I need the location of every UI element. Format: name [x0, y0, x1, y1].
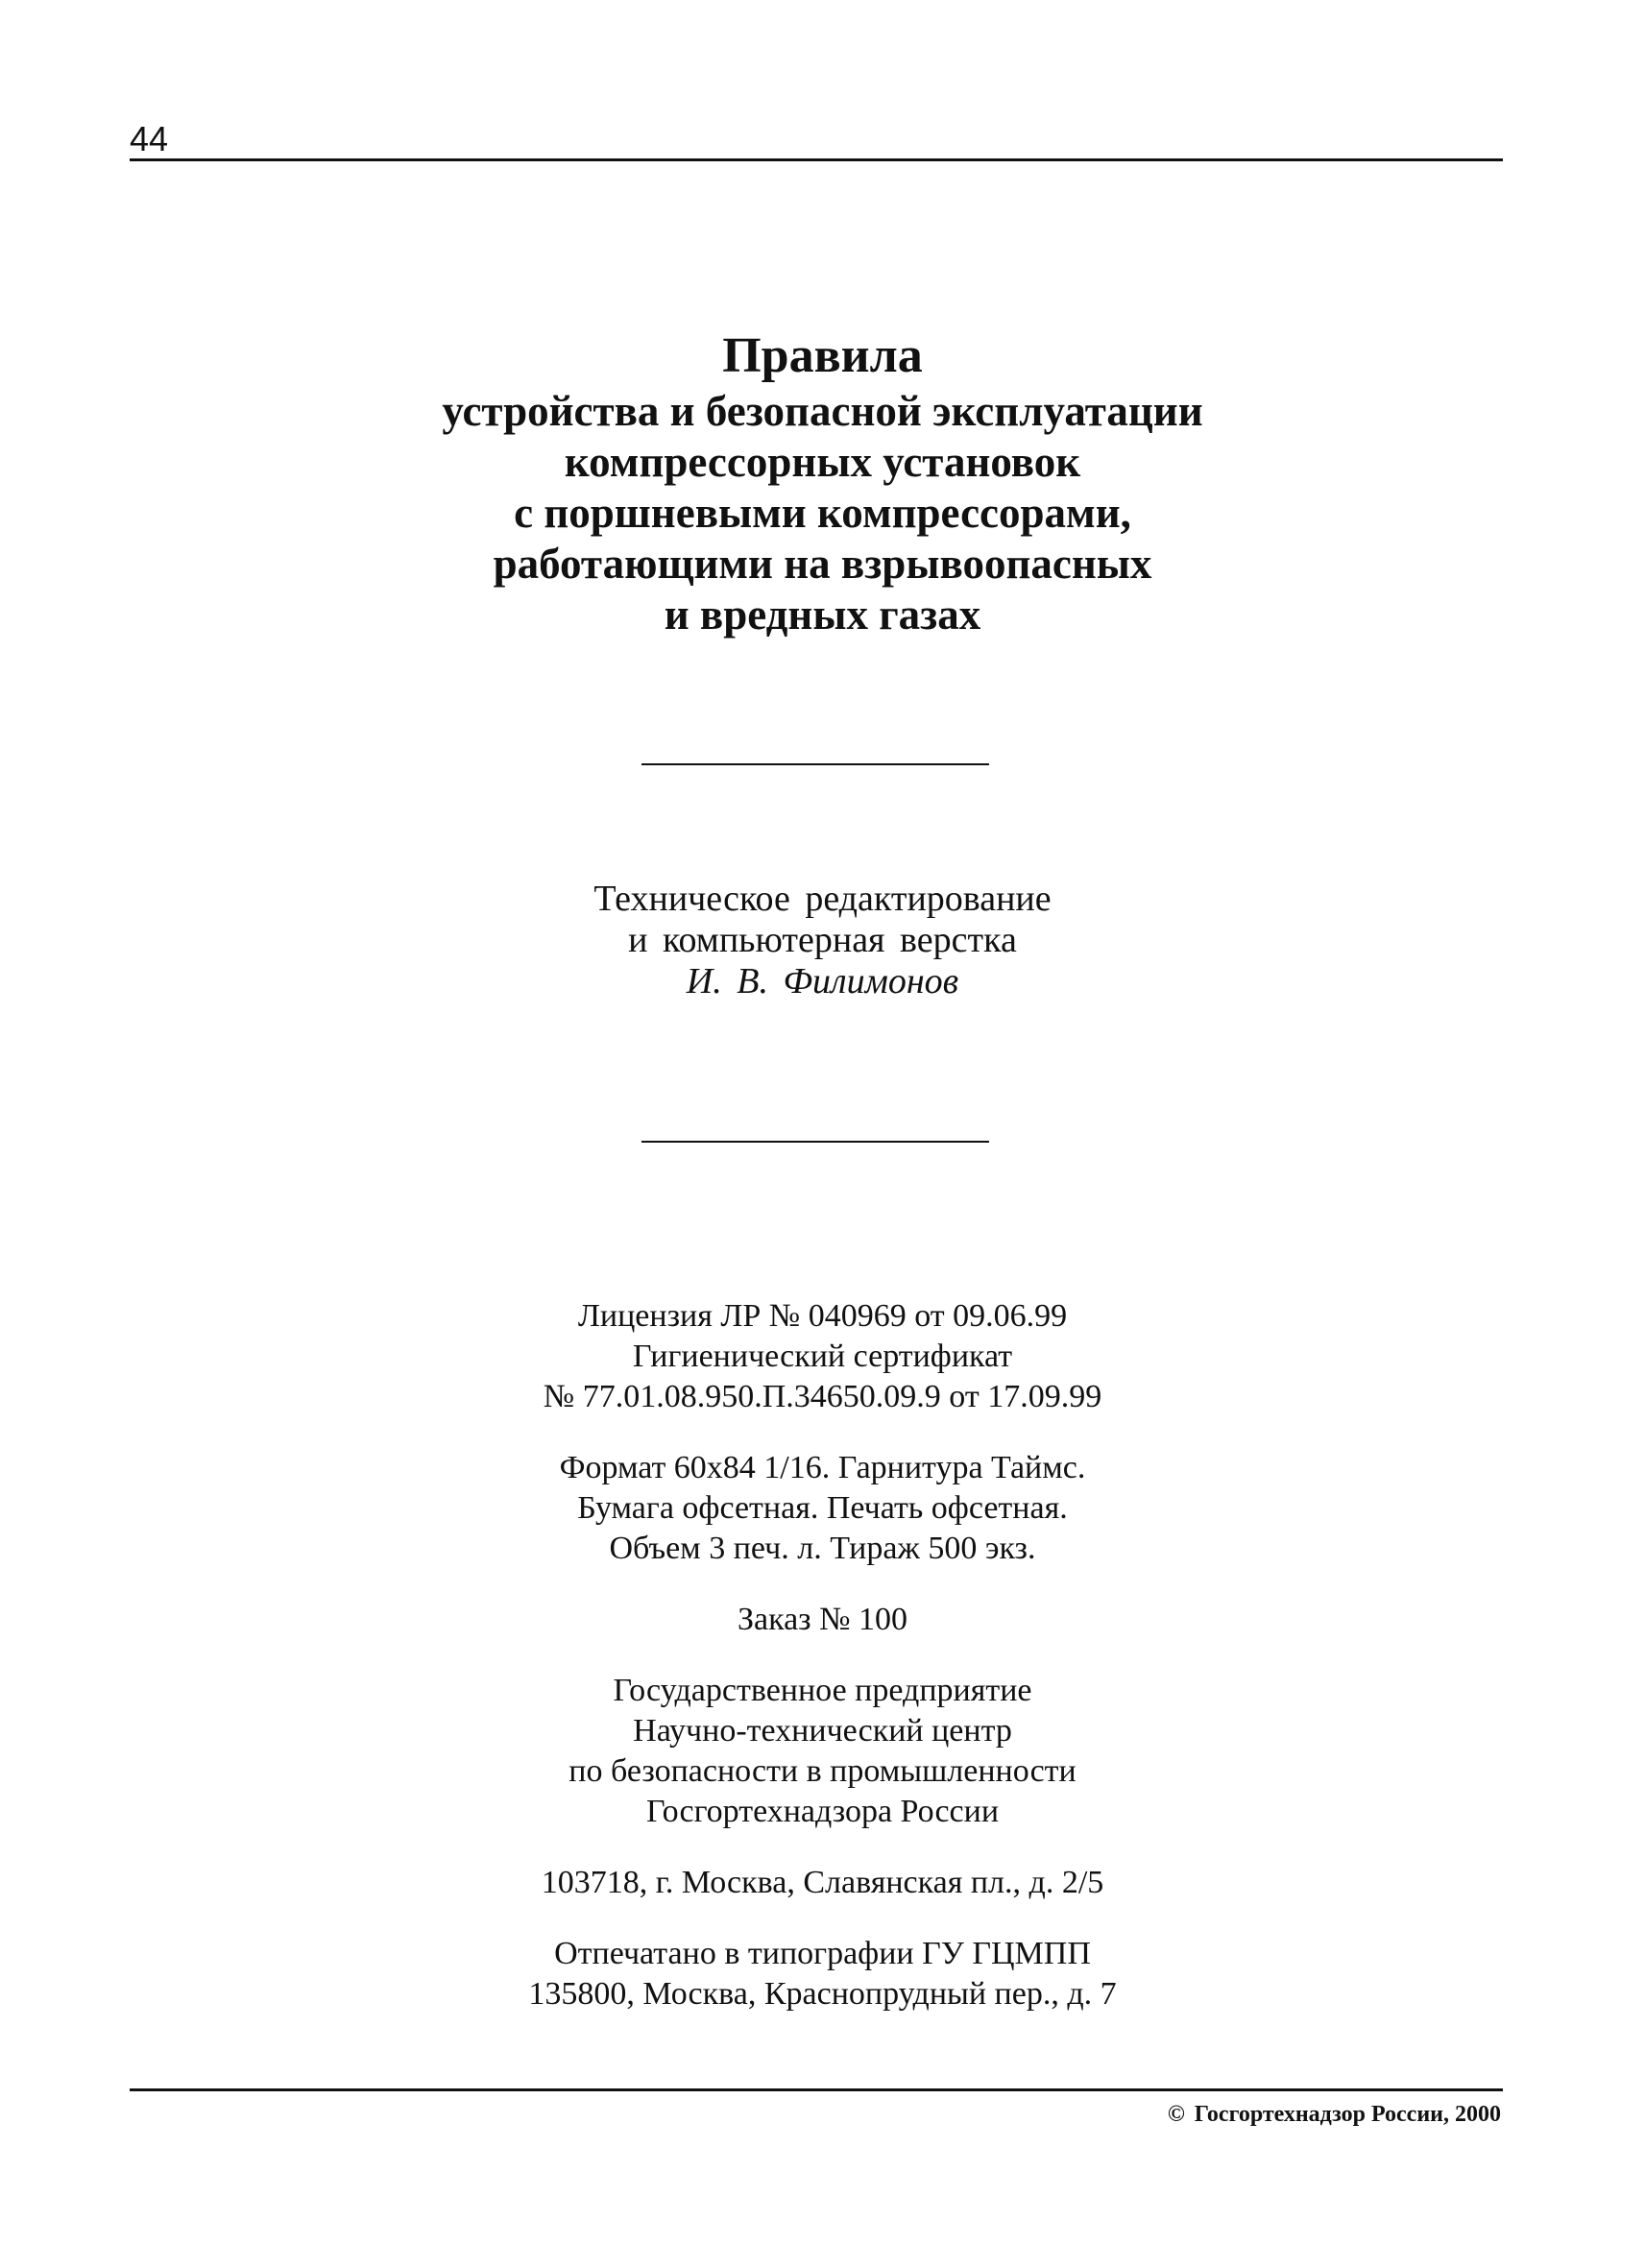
address-line: 103718, г. Москва, Славянская пл., д. 2/5 [541, 1865, 1104, 1900]
printer-address-line: 135800, Москва, Краснопрудный пер., д. 7 [528, 1976, 1117, 2012]
certificate-number-line: № 77.01.08.950.П.34650.09.9 от 17.09.99 [543, 1379, 1102, 1414]
imprint-block [0, 1296, 1645, 2045]
order-line: Заказ № 100 [737, 1602, 908, 1637]
title-line: и вредных газах [664, 591, 981, 639]
section-divider [641, 763, 989, 765]
page-number: 44 [130, 119, 169, 158]
copyright-symbol: © [1167, 2102, 1185, 2127]
printer-group [0, 1934, 1645, 2015]
volume-line: Объем 3 печ. л. Тираж 500 экз. [609, 1531, 1036, 1566]
title-line: Правила [722, 328, 923, 383]
bottom-rule [130, 2088, 1503, 2091]
format-line: Формат 60x84 1/16. Гарнитура Таймс. [559, 1450, 1086, 1485]
publisher-line: Научно-технический центр [633, 1713, 1012, 1749]
printer-line: Отпечатано в типографии ГУ ГЦМПП [554, 1936, 1091, 1971]
publisher-line: Госгортехнадзора России [645, 1794, 1000, 1829]
title-line: компрессорных установок [564, 438, 1081, 486]
paper-line: Бумага офсетная. Печать офсетная. [577, 1490, 1068, 1526]
document-title [0, 326, 1645, 640]
order-group [0, 1600, 1645, 1640]
certificate-line: Гигиенический сертификат [632, 1339, 1013, 1374]
credit-role-line: Техническое редактирование [593, 879, 1052, 919]
license-group [0, 1296, 1645, 1417]
format-group [0, 1448, 1645, 1569]
address-group [0, 1863, 1645, 1903]
publisher-line: по безопасности в промышленности [568, 1753, 1077, 1789]
copyright-notice [1168, 2101, 1501, 2128]
credit-person: И. В. Филимонов [686, 961, 959, 1001]
credits-block [0, 879, 1645, 1002]
section-divider [641, 1141, 989, 1143]
title-line: устройства и безопасной эксплуатации [442, 387, 1203, 435]
copyright-text: Госгортехнадзор России, 2000 [1194, 2102, 1501, 2127]
title-line: работающими на взрывоопасных [493, 540, 1152, 588]
title-line: с поршневыми компрессорами, [514, 489, 1131, 537]
license-line: Лицензия ЛР № 040969 от 09.06.99 [577, 1298, 1068, 1334]
top-rule [130, 158, 1503, 161]
credit-role-line: и компьютерная верстка [628, 920, 1017, 960]
publisher-group [0, 1671, 1645, 1832]
publisher-line: Государственное предприятие [613, 1673, 1032, 1708]
